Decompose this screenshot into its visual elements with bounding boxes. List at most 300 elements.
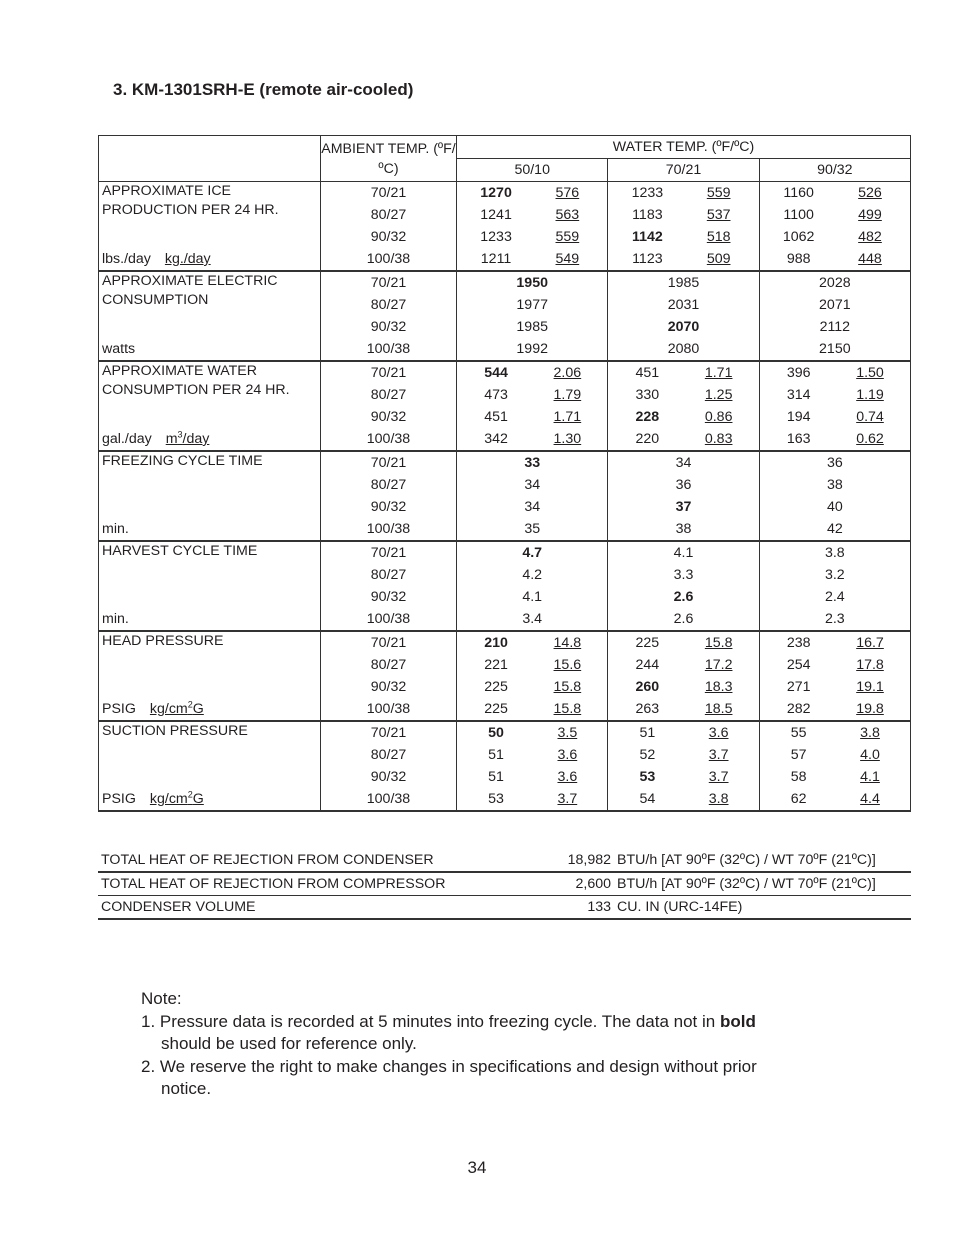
section-label <box>99 451 321 541</box>
imperial-value: 396 <box>786 365 811 381</box>
value-cell <box>457 271 608 294</box>
metric-value: 1.19 <box>856 387 884 403</box>
heat-unit: BTU/h [AT 90ºF (32ºC) / WT 70ºF (21ºC)] <box>617 849 911 872</box>
section-title: HARVEST CYCLE TIME <box>102 543 258 559</box>
heat-label: CONDENSER VOLUME <box>98 896 551 920</box>
value-cell <box>457 608 608 631</box>
value-cell <box>759 608 910 631</box>
imperial-value: 210 <box>484 635 508 651</box>
metric-value: 509 <box>706 251 731 267</box>
value-cell <box>457 294 608 316</box>
section-unit <box>102 520 129 539</box>
imperial-value: 50 <box>488 725 504 741</box>
value-cell <box>608 496 759 518</box>
imperial-value: 53 <box>488 791 504 807</box>
ambient-temp-cell: 70/21 <box>320 271 456 294</box>
ambient-temp-cell: 100/38 <box>320 338 456 361</box>
water-temp-header: WATER TEMP. (ºF/ºC) <box>457 136 911 159</box>
value-cell <box>759 496 910 518</box>
heat-row-condenser-volume <box>98 896 911 920</box>
value-cell <box>608 744 759 766</box>
value-cell <box>608 586 759 608</box>
heat-value: 2,600 <box>551 872 617 896</box>
imperial-value: 51 <box>488 769 504 785</box>
single-value: 1992 <box>516 341 548 357</box>
imperial-value: 451 <box>635 365 660 381</box>
value-cell <box>608 294 759 316</box>
imperial-value: 57 <box>790 747 807 763</box>
single-value: 1985 <box>516 319 548 335</box>
metric-value: 0.74 <box>856 409 884 425</box>
unit-primary: lbs./day <box>102 251 151 267</box>
metric-value: 3.7 <box>557 791 578 807</box>
section-label <box>99 271 321 361</box>
section-label <box>99 361 321 451</box>
imperial-value: 271 <box>786 679 811 695</box>
single-value: 2.4 <box>824 589 845 605</box>
value-cell <box>608 541 759 564</box>
metric-value: 1.25 <box>704 387 733 403</box>
imperial-value: 314 <box>786 387 811 403</box>
ambient-temp-cell: 70/21 <box>320 541 456 564</box>
value-cell <box>457 406 608 428</box>
imperial-value: 58 <box>790 769 807 785</box>
ambient-temp-cell: 90/32 <box>320 586 456 608</box>
value-cell <box>759 788 910 811</box>
single-value: 34 <box>524 499 541 515</box>
imperial-value: 330 <box>635 387 660 403</box>
value-cell <box>457 496 608 518</box>
note-1-text: 1. Pressure data is recorded at 5 minutes into freezing cycle. The data not in <box>141 1011 720 1031</box>
value-cell <box>608 518 759 541</box>
value-cell <box>759 204 910 226</box>
value-cell <box>759 564 910 586</box>
value-cell <box>608 248 759 271</box>
imperial-value: 51 <box>639 725 656 741</box>
value-cell <box>759 226 910 248</box>
value-cell <box>608 361 759 384</box>
value-cell <box>759 316 910 338</box>
metric-value: 19.8 <box>856 701 884 717</box>
value-cell <box>608 428 759 451</box>
imperial-value: 451 <box>484 409 508 425</box>
imperial-value: 225 <box>484 679 508 695</box>
value-cell <box>759 518 910 541</box>
section-title: FREEZING CYCLE TIME <box>102 453 263 469</box>
imperial-value: 473 <box>484 387 508 403</box>
metric-value: 3.7 <box>708 747 729 763</box>
metric-value: 18.3 <box>704 679 733 695</box>
heat-unit: CU. IN (URC-14FE) <box>617 896 911 920</box>
value-cell <box>759 428 910 451</box>
single-value: 38 <box>826 477 843 493</box>
value-cell <box>608 182 759 205</box>
ambient-temp-cell: 100/38 <box>320 788 456 811</box>
metric-value: 19.1 <box>856 679 884 695</box>
single-value: 2.6 <box>673 611 694 627</box>
ambient-temp-cell: 70/21 <box>320 631 456 654</box>
imperial-value: 263 <box>635 701 660 717</box>
value-cell <box>457 744 608 766</box>
imperial-value: 228 <box>635 409 660 425</box>
value-cell <box>457 474 608 496</box>
imperial-value: 1142 <box>631 229 663 245</box>
unit-primary: gal./day <box>102 431 152 447</box>
metric-value: 559 <box>555 229 580 245</box>
value-cell <box>608 316 759 338</box>
imperial-value: 260 <box>635 679 660 695</box>
note-2: 2. We reserve the right to make changes in specifications and design without prior <box>141 1056 757 1076</box>
value-cell <box>608 338 759 361</box>
ambient-temp-cell: 100/38 <box>320 428 456 451</box>
imperial-value: 220 <box>635 431 660 447</box>
value-cell <box>608 451 759 474</box>
metric-value: 2.06 <box>553 365 582 381</box>
heat-label: TOTAL HEAT OF REJECTION FROM COMPRESSOR <box>98 872 551 896</box>
imperial-value: 163 <box>786 431 811 447</box>
heat-value: 18,982 <box>551 849 617 872</box>
value-cell <box>457 676 608 698</box>
table-row <box>99 721 911 744</box>
table-row <box>99 631 911 654</box>
imperial-value: 62 <box>790 791 807 807</box>
ambient-temp-cell: 90/32 <box>320 496 456 518</box>
section-unit <box>102 790 204 809</box>
metric-value: 4.0 <box>860 747 880 763</box>
imperial-value: 225 <box>635 635 660 651</box>
page-title: 3. KM-1301SRH-E (remote air-cooled) <box>113 80 414 99</box>
ambient-temp-cell: 80/27 <box>320 294 456 316</box>
table-row <box>99 451 911 474</box>
metric-value: 563 <box>555 207 580 223</box>
metric-value: 448 <box>858 251 882 267</box>
metric-value: 526 <box>858 185 882 201</box>
metric-value: 518 <box>706 229 731 245</box>
single-value: 34 <box>524 477 541 493</box>
single-value: 3.3 <box>673 567 694 583</box>
value-cell <box>457 182 608 205</box>
metric-value: 16.7 <box>856 635 884 651</box>
value-cell <box>608 608 759 631</box>
metric-value: 15.6 <box>553 657 582 673</box>
imperial-value: 282 <box>786 701 811 717</box>
imperial-value: 1123 <box>632 251 663 267</box>
value-cell <box>759 721 910 744</box>
value-cell <box>608 226 759 248</box>
single-value: 4.1 <box>673 545 694 561</box>
single-value: 2028 <box>819 275 851 291</box>
value-cell <box>759 248 910 271</box>
imperial-value: 238 <box>786 635 811 651</box>
value-cell <box>457 586 608 608</box>
metric-value: 15.8 <box>704 635 733 651</box>
unit-primary: min. <box>102 521 129 537</box>
ambient-temp-cell: 70/21 <box>320 451 456 474</box>
imperial-value: 1100 <box>783 207 814 223</box>
ambient-temp-cell: 80/27 <box>320 564 456 586</box>
value-cell <box>608 384 759 406</box>
value-cell <box>759 406 910 428</box>
value-cell <box>457 204 608 226</box>
metric-value: 1.30 <box>553 431 582 447</box>
unit-primary: PSIG <box>102 701 136 717</box>
single-value: 35 <box>524 521 541 537</box>
ambient-temp-cell: 80/27 <box>320 204 456 226</box>
metric-value: 3.8 <box>860 725 880 741</box>
heat-row-condenser <box>98 849 911 872</box>
section-title: APPROXIMATE ELECTRIC CONSUMPTION <box>102 273 278 308</box>
metric-value: 3.6 <box>557 769 578 785</box>
ambient-temp-cell: 80/27 <box>320 474 456 496</box>
value-cell <box>457 361 608 384</box>
imperial-value: 1183 <box>632 207 663 223</box>
imperial-value: 194 <box>786 409 811 425</box>
unit-secondary: kg./day <box>164 251 211 267</box>
imperial-value: 54 <box>639 791 656 807</box>
value-cell <box>457 248 608 271</box>
single-value: 3.8 <box>824 545 845 561</box>
metric-value: 0.62 <box>856 431 884 447</box>
imperial-value: 51 <box>488 747 504 763</box>
single-value: 33 <box>524 455 541 471</box>
ambient-temp-cell: 80/27 <box>320 744 456 766</box>
metric-value: 1.71 <box>704 365 733 381</box>
heat-label: TOTAL HEAT OF REJECTION FROM CONDENSER <box>98 849 551 872</box>
value-cell <box>608 271 759 294</box>
section-title: HEAD PRESSURE <box>102 633 224 649</box>
ambient-temp-cell: 80/27 <box>320 384 456 406</box>
unit-secondary: $kg/cm^2G$ <box>149 699 204 717</box>
imperial-value: 254 <box>786 657 811 673</box>
value-cell <box>759 586 910 608</box>
value-cell <box>759 361 910 384</box>
value-cell <box>608 676 759 698</box>
value-cell <box>608 564 759 586</box>
metric-value: 549 <box>555 251 580 267</box>
ambient-temp-cell: 90/32 <box>320 676 456 698</box>
heat-value: 133 <box>551 896 617 920</box>
imperial-value: 544 <box>484 365 508 381</box>
unit-primary: PSIG <box>102 791 136 807</box>
imperial-value: 1211 <box>480 251 512 267</box>
unit-primary: watts <box>102 341 136 357</box>
value-cell <box>759 338 910 361</box>
value-cell <box>608 204 759 226</box>
metric-value: 14.8 <box>553 635 582 651</box>
unit-secondary: $m^3$/day <box>165 429 210 447</box>
value-cell <box>608 406 759 428</box>
metric-value: 17.8 <box>856 657 884 673</box>
note-1 <box>141 1011 841 1034</box>
ambient-temp-cell: 100/38 <box>320 698 456 721</box>
value-cell <box>457 226 608 248</box>
ambient-temp-cell: 100/38 <box>320 608 456 631</box>
single-value: 4.7 <box>522 545 543 561</box>
value-cell <box>608 474 759 496</box>
imperial-value: 988 <box>786 251 811 267</box>
metric-value: 18.5 <box>704 701 733 717</box>
value-cell <box>608 698 759 721</box>
value-cell <box>759 541 910 564</box>
metric-value: 576 <box>555 185 580 201</box>
imperial-value: 221 <box>484 657 508 673</box>
heat-unit: BTU/h [AT 90ºF (32ºC) / WT 70ºF (21ºC)] <box>617 872 911 896</box>
imperial-value: 244 <box>635 657 660 673</box>
section-title: APPROXIMATE ICE PRODUCTION PER 24 HR. <box>102 183 279 218</box>
single-value: 4.2 <box>522 567 543 583</box>
metric-value: 482 <box>858 229 882 245</box>
section-unit <box>102 430 209 449</box>
value-cell <box>457 788 608 811</box>
value-cell <box>759 384 910 406</box>
single-value: 34 <box>675 455 692 471</box>
table-row <box>99 182 911 205</box>
ambient-temp-cell: 100/38 <box>320 248 456 271</box>
metric-value: 4.1 <box>860 769 880 785</box>
single-value: 2080 <box>667 341 700 357</box>
metric-value: 3.6 <box>557 747 578 763</box>
water-temp-col-3: 90/32 <box>759 159 910 182</box>
single-value: 37 <box>675 499 692 515</box>
single-value: 2150 <box>819 341 851 357</box>
value-cell <box>759 474 910 496</box>
value-cell <box>759 654 910 676</box>
unit-primary: min. <box>102 611 129 627</box>
single-value: 2071 <box>819 297 851 313</box>
metric-value: 3.8 <box>708 791 729 807</box>
section-label <box>99 182 321 272</box>
heat-rejection-table <box>98 849 911 920</box>
unit-secondary: $kg/cm^2G$ <box>149 789 204 807</box>
imperial-value: 1233 <box>631 185 664 201</box>
water-temp-col-1: 50/10 <box>457 159 608 182</box>
value-cell <box>457 541 608 564</box>
ambient-temp-cell: 70/21 <box>320 182 456 205</box>
imperial-value: 1233 <box>480 229 512 245</box>
single-value: 1950 <box>516 275 548 291</box>
section-title: SUCTION PRESSURE <box>102 723 248 739</box>
metric-value: 3.7 <box>708 769 729 785</box>
value-cell <box>608 631 759 654</box>
metric-value: 559 <box>706 185 731 201</box>
ambient-temp-header: AMBIENT TEMP. (ºF/ºC) <box>320 136 456 182</box>
metric-value: 537 <box>706 207 731 223</box>
single-value: 38 <box>675 521 692 537</box>
single-value: 36 <box>675 477 692 493</box>
metric-value: 1.71 <box>553 409 582 425</box>
section-unit <box>102 700 204 719</box>
notes-heading: Note: <box>141 989 182 1008</box>
section-label <box>99 721 321 811</box>
value-cell <box>457 631 608 654</box>
single-value: 2070 <box>667 319 700 335</box>
water-temp-col-2: 70/21 <box>608 159 759 182</box>
imperial-value: 53 <box>639 769 656 785</box>
ambient-temp-cell: 90/32 <box>320 226 456 248</box>
section-unit <box>102 610 129 629</box>
value-cell <box>457 721 608 744</box>
value-cell <box>608 788 759 811</box>
section-label <box>99 631 321 721</box>
single-value: 4.1 <box>522 589 543 605</box>
single-value: 2112 <box>819 319 851 335</box>
performance-table <box>98 135 911 812</box>
imperial-value: 1241 <box>480 207 512 223</box>
ambient-temp-cell: 70/21 <box>320 721 456 744</box>
section-label <box>99 541 321 631</box>
ambient-temp-cell: 90/32 <box>320 316 456 338</box>
page-number: 34 <box>467 1158 487 1177</box>
single-value: 3.2 <box>824 567 845 583</box>
metric-value: 3.6 <box>708 725 729 741</box>
value-cell <box>759 676 910 698</box>
value-cell <box>457 451 608 474</box>
table-row <box>99 271 911 294</box>
value-cell <box>759 271 910 294</box>
ambient-temp-cell: 90/32 <box>320 766 456 788</box>
notes <box>141 988 841 1101</box>
metric-value: 15.8 <box>553 701 582 717</box>
note-1-bold: bold <box>719 1011 756 1031</box>
single-value: 36 <box>826 455 843 471</box>
value-cell <box>759 631 910 654</box>
ambient-temp-cell: 100/38 <box>320 518 456 541</box>
single-value: 2.3 <box>824 611 845 627</box>
metric-value: 3.5 <box>557 725 578 741</box>
single-value: 2031 <box>667 297 700 313</box>
note-1-continued: should be used for reference only. <box>161 1034 417 1053</box>
value-cell <box>759 744 910 766</box>
metric-value: 499 <box>858 207 882 223</box>
metric-value: 4.4 <box>860 791 880 807</box>
metric-value: 0.83 <box>704 431 733 447</box>
imperial-value: 1062 <box>782 229 815 245</box>
value-cell <box>457 338 608 361</box>
value-cell <box>457 564 608 586</box>
note-2-continued: notice. <box>161 1079 212 1098</box>
value-cell <box>608 721 759 744</box>
value-cell <box>759 294 910 316</box>
single-value: 40 <box>826 499 843 515</box>
imperial-value: 225 <box>484 701 508 717</box>
value-cell <box>457 698 608 721</box>
metric-value: 17.2 <box>704 657 733 673</box>
header-row <box>99 136 911 159</box>
value-cell <box>759 451 910 474</box>
imperial-value: 1160 <box>783 185 814 201</box>
section-title: APPROXIMATE WATER CONSUMPTION PER 24 HR. <box>102 363 290 398</box>
metric-value: 0.86 <box>704 409 733 425</box>
imperial-value: 55 <box>790 725 807 741</box>
single-value: 1985 <box>667 275 700 291</box>
value-cell <box>457 428 608 451</box>
table-row <box>99 541 911 564</box>
imperial-value: 342 <box>484 431 508 447</box>
single-value: 2.6 <box>673 589 694 605</box>
value-cell <box>608 654 759 676</box>
value-cell <box>759 182 910 205</box>
single-value: 1977 <box>516 297 548 313</box>
metric-value: 1.79 <box>553 387 582 403</box>
value-cell <box>457 316 608 338</box>
single-value: 42 <box>826 521 843 537</box>
value-cell <box>457 518 608 541</box>
ambient-temp-cell: 70/21 <box>320 361 456 384</box>
imperial-value: 1270 <box>480 185 512 201</box>
heat-row-compressor <box>98 872 911 896</box>
section-unit <box>102 250 211 269</box>
value-cell <box>759 766 910 788</box>
